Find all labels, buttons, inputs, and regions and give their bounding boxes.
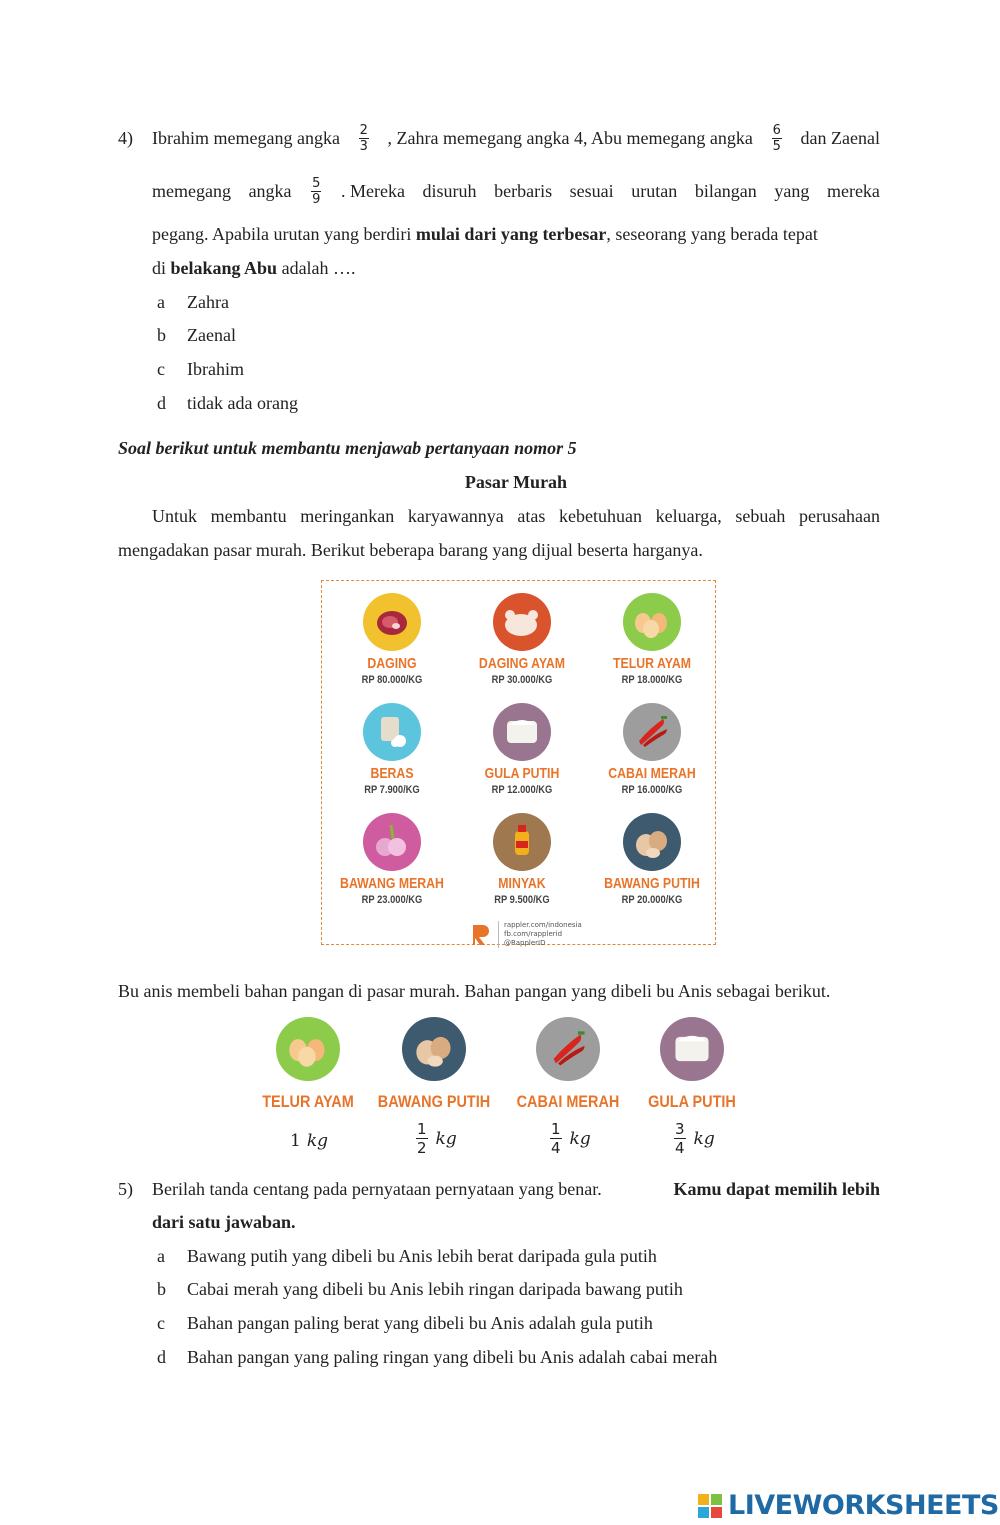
item-circle — [363, 593, 421, 651]
rappler-logo-icon — [470, 923, 492, 947]
purchase-name: TELUR AYAM — [262, 1092, 354, 1111]
price-item — [587, 703, 717, 797]
item-price: RP 20.000/KG — [621, 894, 683, 906]
rappler-footer — [470, 921, 582, 948]
chili-icon — [623, 703, 681, 761]
price-item — [457, 813, 587, 907]
q4-line3-bold: mulai dari yang terbesar — [415, 224, 607, 244]
q4-word: angka — [248, 181, 292, 201]
garlic-icon — [402, 1017, 466, 1081]
q4-line1-a: Ibrahim memegang angka — [152, 128, 340, 148]
chicken-icon — [493, 593, 551, 651]
qty-unit: kg — [306, 1131, 329, 1151]
q4-word: berbaris — [494, 181, 553, 201]
item-circle — [493, 703, 551, 761]
item-name: DAGING AYAM — [478, 655, 566, 672]
q5-option-letter: b — [157, 1279, 166, 1299]
q4-option-text[interactable]: Zaenal — [187, 325, 236, 345]
item-price: RP 80.000/KG — [361, 674, 423, 686]
q4-line1-c: dan Zaenal — [800, 128, 880, 148]
purchase-item — [498, 1017, 638, 1113]
item-name: GULA PUTIH — [484, 765, 560, 782]
q4-number: 4) — [118, 128, 133, 148]
price-item — [327, 593, 457, 687]
q5-option-letter: a — [157, 1246, 165, 1266]
footer-link: fb.com/rapplerid — [504, 930, 563, 938]
price-item — [457, 593, 587, 687]
price-item — [587, 813, 717, 907]
q4-word: memegang — [152, 181, 231, 201]
q4-line2 — [152, 172, 880, 210]
rice-icon — [363, 703, 421, 761]
purchase-item — [238, 1017, 378, 1113]
item-price: RP 16.000/KG — [621, 784, 683, 796]
q4-line3-b: , seseorang yang berada tepat — [606, 224, 818, 244]
qty-unit: kg — [569, 1128, 591, 1149]
item-name: BAWANG PUTIH — [604, 875, 700, 892]
q4-option-letter: d — [157, 393, 166, 413]
q5-option-letter: d — [157, 1347, 166, 1367]
lws-logo-text: LIVEWORKSHEETS — [728, 1490, 999, 1521]
eggs-icon — [276, 1017, 340, 1081]
q4-line3-a: pegang. Apabila urutan yang berdiri — [152, 224, 412, 244]
purchase-name: CABAI MERAH — [516, 1092, 620, 1111]
footer-links — [498, 921, 582, 948]
item-name: DAGING — [367, 655, 417, 672]
item-price: RP 12.000/KG — [491, 784, 553, 796]
q5-option-text[interactable]: Bahan pangan paling berat yang dibeli bu Anis adalah gula putih — [187, 1313, 653, 1333]
purchase-item — [364, 1017, 504, 1113]
lws-logo-icon — [698, 1494, 724, 1518]
qty-unit: kg — [693, 1128, 715, 1149]
paragraph-line: Untuk membantu meringankan karyawannya atas kebetuhuan keluarga, sebuah perusahaan — [152, 506, 880, 526]
q4-word: yang — [774, 181, 810, 201]
item-circle — [363, 813, 421, 871]
purchase-item — [622, 1017, 762, 1113]
q4-word: bilangan — [694, 181, 757, 201]
footer-link: rappler.com/indonesia — [504, 921, 582, 929]
qty-fraction: $\frac{1}{4}$ — [551, 1120, 561, 1157]
q4-option-text[interactable]: Ibrahim — [187, 359, 244, 379]
q4-option-letter: c — [157, 359, 165, 379]
price-item — [327, 703, 457, 797]
purchase-circle — [402, 1017, 466, 1081]
q4-option-letter: a — [157, 292, 165, 312]
fraction-5-9: $\frac{5}{9}$ — [312, 175, 321, 207]
purchase-quantity — [548, 1120, 591, 1157]
oil-icon — [493, 813, 551, 871]
purchase-quantity — [672, 1120, 715, 1157]
liveworksheets-logo — [698, 1490, 999, 1521]
q4-option-text[interactable]: tidak ada orang — [187, 393, 298, 413]
q5-line2: dari satu jawaban. — [152, 1212, 296, 1232]
q5-option-text[interactable]: Cabai merah yang dibeli bu Anis lebih ringan daripada bawang putih — [187, 1279, 683, 1299]
item-circle — [493, 593, 551, 651]
q5-option-text[interactable]: Bawang putih yang dibeli bu Anis lebih berat daripada gula putih — [187, 1246, 657, 1266]
item-price: RP 30.000/KG — [491, 674, 553, 686]
purchase-circle — [536, 1017, 600, 1081]
q4-line4-bold: belakang Abu — [170, 258, 278, 278]
price-item — [327, 813, 457, 907]
q5-line1-a: Berilah tanda centang pada pernyataan pernyataan yang benar. — [152, 1179, 602, 1199]
q4-word: sesuai — [569, 181, 614, 201]
q5-number: 5) — [118, 1179, 133, 1199]
fraction-6-5: $\frac{6}{5}$ — [772, 122, 781, 154]
section-heading: Soal berikut untuk membantu menjawab pertanyaan nomor 5 — [118, 438, 577, 458]
purchase-quantity — [414, 1120, 457, 1157]
purchase-name: GULA PUTIH — [648, 1092, 736, 1111]
q4-word: . Mereka — [340, 181, 405, 201]
garlic-icon — [623, 813, 681, 871]
qty-unit: kg — [435, 1128, 457, 1149]
price-item — [457, 703, 587, 797]
item-name: CABAI MERAH — [608, 765, 696, 782]
item-name: BAWANG MERAH — [340, 875, 444, 892]
item-price: RP 7.900/KG — [364, 784, 420, 796]
price-infographic — [321, 580, 716, 945]
sugar-icon — [493, 703, 551, 761]
qty-fraction: $\frac{3}{4}$ — [675, 1120, 685, 1157]
q5-line1 — [152, 1177, 880, 1201]
item-name: BERAS — [370, 765, 414, 782]
item-name: TELUR AYAM — [613, 655, 691, 672]
item-name: MINYAK — [498, 875, 546, 892]
purchase-name: BAWANG PUTIH — [377, 1092, 491, 1111]
purchase-intro: Bu anis membeli bahan pangan di pasar murah. Bahan pangan yang dibeli bu Anis sebagai berikut. — [118, 981, 831, 1001]
item-circle — [623, 703, 681, 761]
item-circle — [363, 703, 421, 761]
price-item — [587, 593, 717, 687]
chili-icon — [536, 1017, 600, 1081]
q4-word: urutan — [631, 181, 678, 201]
footer-link: @RapplerID — [504, 939, 546, 947]
q4-line4-a: di — [152, 258, 167, 278]
q4-line3 — [152, 222, 818, 246]
shallot-icon — [363, 813, 421, 871]
q5-option-letter: c — [157, 1313, 165, 1333]
q4-option-text[interactable]: Zahra — [187, 292, 229, 312]
purchase-quantity — [290, 1131, 328, 1151]
sugar-icon — [660, 1017, 724, 1081]
q4-word: disuruh — [422, 181, 477, 201]
meat-icon — [363, 593, 421, 651]
item-circle — [493, 813, 551, 871]
q4-line4-b: adalah …. — [281, 258, 356, 278]
fraction-2-3: $\frac{2}{3}$ — [359, 122, 368, 154]
q4-line1 — [152, 119, 880, 157]
qty-fraction: $\frac{1}{2}$ — [417, 1120, 427, 1157]
q5-line1-bold: Kamu dapat memilih lebih — [673, 1179, 880, 1199]
item-price: RP 23.000/KG — [361, 894, 423, 906]
q4-option-letter: b — [157, 325, 166, 345]
q4-line4 — [152, 256, 356, 280]
item-circle — [623, 593, 681, 651]
paragraph-line: mengadakan pasar murah. Berikut beberapa barang yang dijual beserta harganya. — [118, 540, 703, 560]
purchase-circle — [660, 1017, 724, 1081]
section-title: Pasar Murah — [464, 472, 568, 492]
eggs-icon — [623, 593, 681, 651]
item-circle — [623, 813, 681, 871]
q4-line1-b: , Zahra memegang angka 4, Abu memegang angka — [387, 128, 753, 148]
item-price: RP 18.000/KG — [621, 674, 683, 686]
qty-whole: 1 — [290, 1131, 301, 1151]
purchase-circle — [276, 1017, 340, 1081]
q4-word: mereka — [826, 181, 880, 201]
q5-option-text[interactable]: Bahan pangan yang paling ringan yang dibeli bu Anis adalah cabai merah — [187, 1347, 718, 1367]
item-price: RP 9.500/KG — [494, 894, 550, 906]
